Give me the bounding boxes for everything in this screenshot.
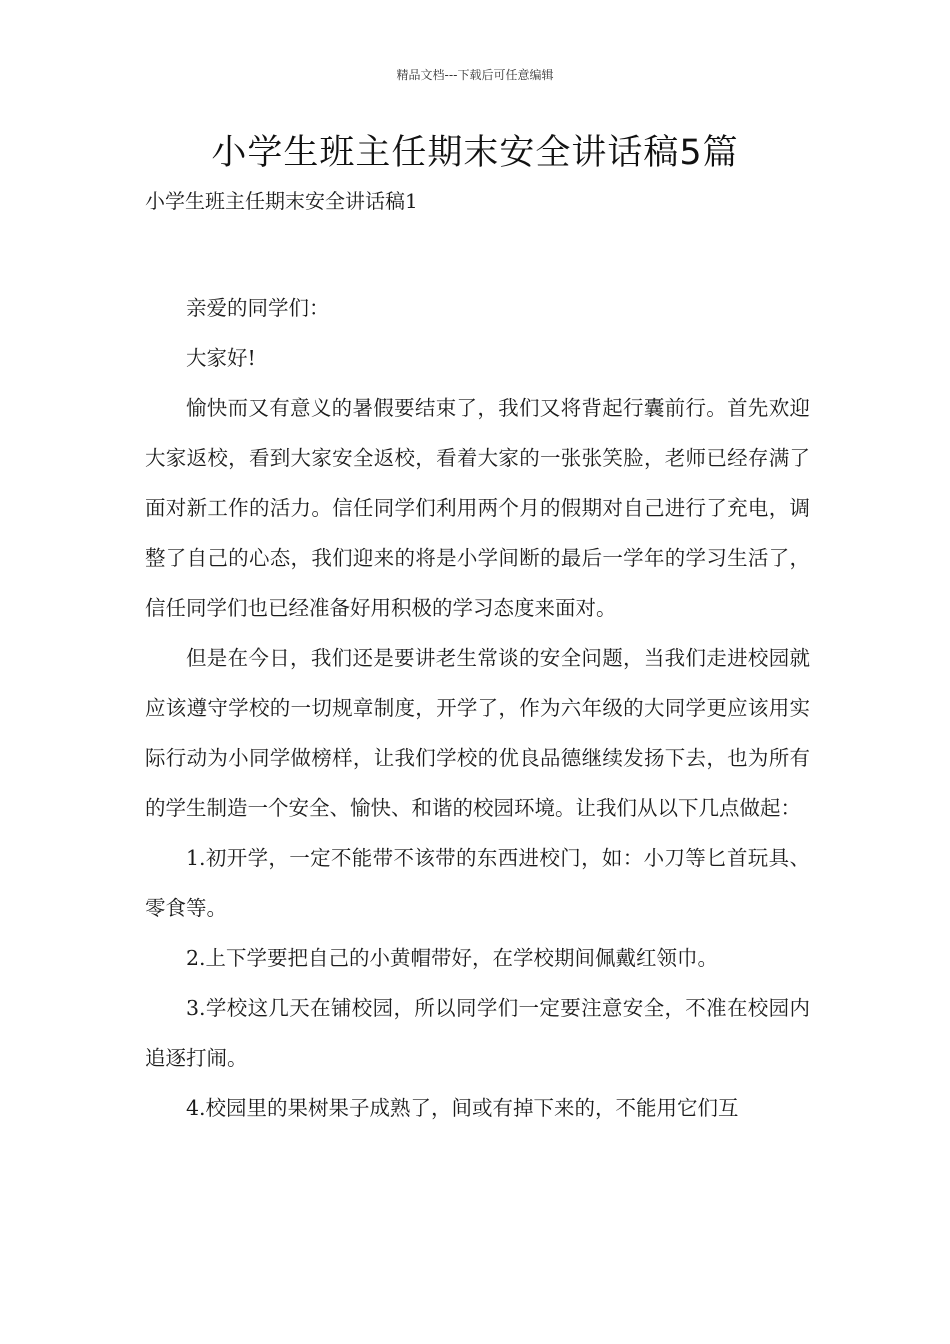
body-paragraph: 但是在今日，我们还是要讲老生常谈的安全问题，当我们走进校园就应该遵守学校的一切规章制度，开学了，作为六年级的大同学更应该用实际行动为小同学做榜样，让我们学校的优良品德继续发扬下去，也为所有的学生制造一个安全、愉快、和谐的校园环境。让我们从以下几点做起： xyxy=(145,646,810,820)
document-subtitle: 小学生班主任期末安全讲话稿1 xyxy=(145,189,418,213)
header-note: 精品文档---下载后可任意编辑 xyxy=(396,68,554,82)
greeting-paragraph: 亲爱的同学们： xyxy=(186,296,330,320)
document-title: 小学生班主任期末安全讲话稿5篇 xyxy=(211,133,739,173)
document-body xyxy=(145,283,810,1133)
list-item-paragraph: 1.初开学，一定不能带不该带的东西进校门，如：小刀等匕首玩具、零食等。 xyxy=(145,846,810,920)
list-item-paragraph: 2.上下学要把自己的小黄帽带好，在学校期间佩戴红领巾。 xyxy=(186,946,719,970)
list-item-paragraph: 4.校园里的果树果子成熟了，间或有掉下来的，不能用它们互 xyxy=(186,1096,739,1120)
salutation-paragraph: 大家好! xyxy=(186,346,256,370)
list-item-paragraph: 3.学校这几天在铺校园，所以同学们一定要注意安全，不准在校园内追逐打闹。 xyxy=(145,996,810,1070)
body-paragraph: 愉快而又有意义的暑假要结束了，我们又将背起行囊前行。首先欢迎大家返校，看到大家安全返校，看着大家的一张张笑脸，老师已经存满了面对新工作的活力。信任同学们利用两个月的假期对自己进行了充电，调整了自己的心态，我们迎来的将是小学间断的最后一学年的学习生活了，信任同学们也已经准备好用积极的学习态度来面对。 xyxy=(145,396,810,620)
